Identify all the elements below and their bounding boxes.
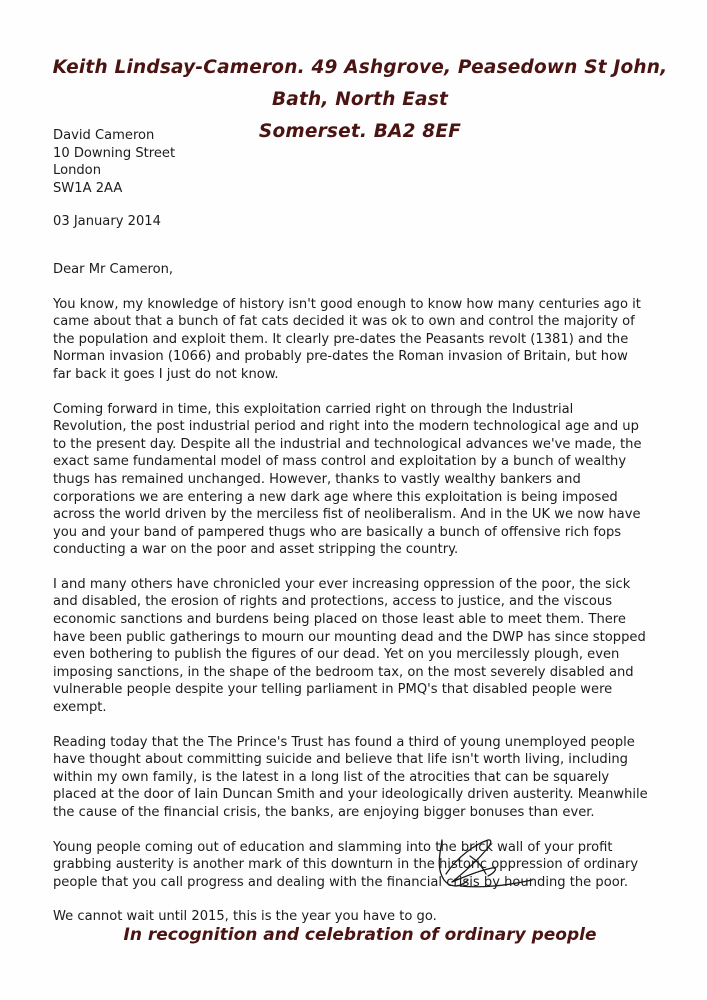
paragraph-line: the population and exploit them. It clearly pre-dates the Peasants revolt (1381) and the — [53, 331, 629, 347]
paragraph-line: have thought about committing suicide and believe that life isn't worth living, including — [53, 752, 628, 768]
paragraph — [53, 296, 693, 384]
paragraph — [53, 576, 693, 717]
letter-body — [53, 127, 693, 926]
paragraph-line: to the present day. Despite all the industrial and technological advances we've made, the — [53, 436, 642, 452]
paragraph-line: far back it goes I just do not know. — [53, 366, 279, 382]
paragraph-line: We cannot wait until 2015, this is the year you have to go. — [53, 909, 437, 925]
paragraph — [53, 734, 693, 822]
paragraph — [53, 839, 693, 892]
paragraph-line: the cause of the financial crisis, the banks, are enjoying bigger bonuses than ever. — [53, 805, 595, 820]
handwritten-signature — [430, 836, 540, 896]
sender-address-line-1: Keith Lindsay-Cameron. 49 Ashgrove, Peasedown St John, Bath, North East — [52, 57, 668, 110]
recipient-city: London — [53, 163, 101, 179]
paragraph-line: imposing sanctions, in the shape of the bedroom tax, on the most severely disabled and — [53, 664, 634, 680]
paragraph-line: placed at the door of Iain Duncan Smith and your ideologically driven austerity. Meanwhile — [53, 787, 648, 803]
paragraph-line: across the world driven by the merciless fist of neoliberalism. And in the UK we now have — [53, 507, 641, 523]
paragraph-line: Young people coming out of education and slamming into the brick wall of your profit — [53, 839, 613, 855]
paragraph-line: I and many others have chronicled your ever increasing oppression of the poor, the sick — [53, 576, 631, 592]
paragraph-line: exact same fundamental model of mass control and exploitation by a bunch of wealthy — [53, 454, 627, 470]
paragraph-line: you and your band of pampered thugs who are basically a bunch of offensive rich fops — [53, 524, 622, 540]
paragraph-line: conducting a war on the poor and asset stripping the country. — [53, 542, 459, 558]
paragraph-line: and disabled, the erosion of rights and protections, access to justice, and the viscous — [53, 594, 613, 610]
paragraph-line: Reading today that the The Prince's Trust has found a third of young unemployed people — [53, 734, 635, 750]
paragraph-line: even bothering to publish the figures of our dead. Yet on you mercilessly plough, even — [53, 647, 620, 663]
paragraph-line: Revolution, the post industrial period and right into the modern technological age and up — [53, 419, 639, 435]
paragraph-line: Norman invasion (1066) and probably pre-dates the Roman invasion of Britain, but how — [53, 349, 628, 365]
paragraph-line: people that you call progress and dealing with the financial crisis by hounding the poor. — [53, 874, 629, 890]
paragraph-line: within my own family, is the latest in a long list of the atrocities that can be squarely — [53, 769, 610, 785]
paragraph-line: have been public gatherings to mourn our mounting dead and the DWP has since stopped — [53, 629, 646, 645]
paragraph-line: economic sanctions and burdens being placed on those least able to meet them. There — [53, 612, 626, 628]
sender-address-line-2: Somerset. BA2 8EF — [258, 121, 462, 142]
recipient-street: 10 Downing Street — [53, 145, 176, 161]
paragraph — [53, 401, 693, 559]
letter-date: 03 January 2014 — [53, 214, 161, 230]
paragraph-line: thugs has remained unchanged. However, thanks to vastly wealthy bankers and — [53, 471, 581, 487]
paragraph-line: Coming forward in time, this exploitation carried right on through the Industrial — [53, 401, 574, 417]
recipient-address — [53, 127, 693, 197]
paragraph-line: came about that a bunch of fat cats decided it was ok to own and control the majority of — [53, 314, 635, 330]
paragraph-line: vulnerable people despite your telling parliament in PMQ's that disabled people were — [53, 682, 613, 698]
paragraph-line: corporations we are entering a new dark age where this exploitation is being imposed — [53, 489, 618, 505]
recipient-postcode: SW1A 2AA — [53, 180, 123, 196]
paragraph-line: grabbing austerity is another mark of this downturn in the historic oppression of ordinary — [53, 857, 639, 873]
recipient-name: David Cameron — [53, 128, 155, 143]
footer-tagline: In recognition and celebration of ordinary people — [123, 925, 597, 945]
paragraph — [53, 908, 693, 926]
paragraph-line: exempt. — [53, 700, 107, 716]
salutation: Dear Mr Cameron, — [53, 261, 174, 277]
paragraph-line: You know, my knowledge of history isn't good enough to know how many centuries ago it — [53, 296, 641, 312]
